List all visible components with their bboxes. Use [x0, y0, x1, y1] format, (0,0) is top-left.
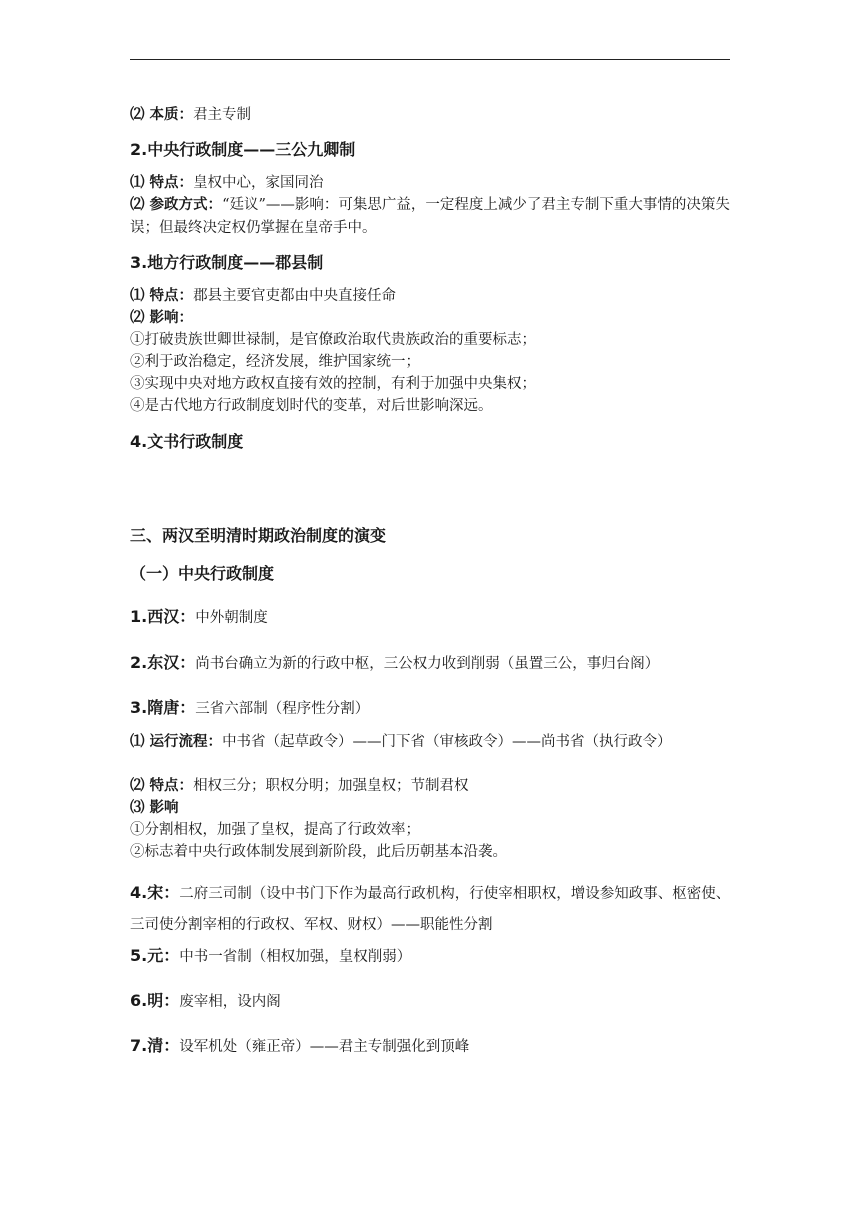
suitang-label: 3.隋唐：: [130, 698, 196, 717]
list-item: ①分割相权，加强了皇权，提高了行政效率；: [130, 822, 420, 838]
song-label: 4.宋：: [130, 883, 180, 902]
participation-text: “廷议”——影响：可集思广益，一定程度上减少了君主专制下重大事情的决策失误；但最终决定权仍掌握在皇帝手中。: [130, 197, 730, 236]
donghan-label: 2.东汉：: [130, 653, 196, 672]
local-feature-label: ⑴ 特点：: [130, 288, 194, 304]
dynasty-yuan: [130, 945, 732, 968]
section-heading-documents: 4.文书行政制度: [130, 432, 244, 451]
xihan-label: 1.西汉：: [130, 607, 196, 626]
list-item: ②标志着中央行政体制发展到新阶段，此后历朝基本沿袭。: [130, 844, 507, 860]
header-rule: [130, 59, 730, 60]
suitang-text: 三省六部制（程序性分割）: [195, 701, 370, 717]
yuan-text: 中书一省制（相权加强，皇权削弱）: [179, 949, 412, 965]
qing-text: 设军机处（雍正帝）——君主专制强化到顶峰: [179, 1039, 470, 1055]
list-item: ④是古代地方行政制度划时代的变革，对后世影响深远。: [130, 398, 493, 414]
process-text: 中书省（起草政令）——门下省（审核政令）——尚书省（执行政令）: [222, 734, 672, 750]
suitang-details: [130, 775, 732, 863]
suitang-feature-label: ⑵ 特点：: [130, 778, 194, 794]
qing-label: 7.清：: [130, 1036, 180, 1055]
essence-paragraph: [130, 104, 732, 126]
dynasty-donghan: [130, 652, 732, 675]
central-admin-participation: [130, 194, 732, 240]
local-feature-text: 郡县主要官吏都由中央直接任命: [193, 288, 397, 304]
dynasty-song: [130, 877, 732, 941]
essence-label: ⑵ 本质：: [130, 107, 194, 123]
dynasty-ming: [130, 990, 732, 1013]
ming-label: 6.明：: [130, 991, 180, 1010]
part-heading: 三、两汉至明清时期政治制度的演变: [130, 526, 387, 545]
yuan-label: 5.元：: [130, 946, 180, 965]
list-item: ③实现中央对地方政权直接有效的控制，有利于加强中央集权；: [130, 376, 536, 392]
xihan-text: 中外朝制度: [195, 610, 268, 626]
suitang-feature-text: 相权三分；职权分明；加强皇权；节制君权: [193, 778, 469, 794]
donghan-text: 尚书台确立为新的行政中枢，三公权力收到削弱（虽置三公，事归台阁）: [195, 656, 660, 672]
dynasty-qing: [130, 1035, 732, 1058]
central-admin-feature: [130, 172, 732, 194]
list-item: ①打破贵族世卿世禄制，是官僚政治取代贵族政治的重要标志；: [130, 332, 536, 348]
section-heading-local-admin: 3.地方行政制度——郡县制: [130, 253, 324, 272]
dynasty-xihan: [130, 606, 732, 629]
local-impact-label: ⑵ 影响：: [130, 310, 194, 326]
list-item: ②利于政治稳定，经济发展，维护国家统一；: [130, 354, 420, 370]
process-label: ⑴ 运行流程：: [130, 734, 223, 750]
central-feature-text: 皇权中心，家国同治: [193, 175, 324, 191]
sub-heading-central: （一）中央行政制度: [130, 564, 275, 583]
central-feature-label: ⑴ 特点：: [130, 175, 194, 191]
participation-label: ⑵ 参政方式：: [130, 197, 223, 213]
essence-text: 君主专制: [193, 107, 252, 123]
suitang-process: [130, 731, 732, 753]
dynasty-suitang: [130, 697, 732, 720]
song-text: 二府三司制（设中书门下作为最高行政机构，行使宰相职权，增设参知政事、枢密使、三司使分割宰相的行政权、军权、财权）——职能性分割: [130, 886, 731, 933]
section-heading-central-admin: 2.中央行政制度——三公九卿制: [130, 140, 356, 159]
ming-text: 废宰相，设内阁: [179, 994, 281, 1010]
suitang-impact-label: ⑶ 影响: [130, 800, 179, 816]
local-admin-paragraph: [130, 285, 732, 417]
